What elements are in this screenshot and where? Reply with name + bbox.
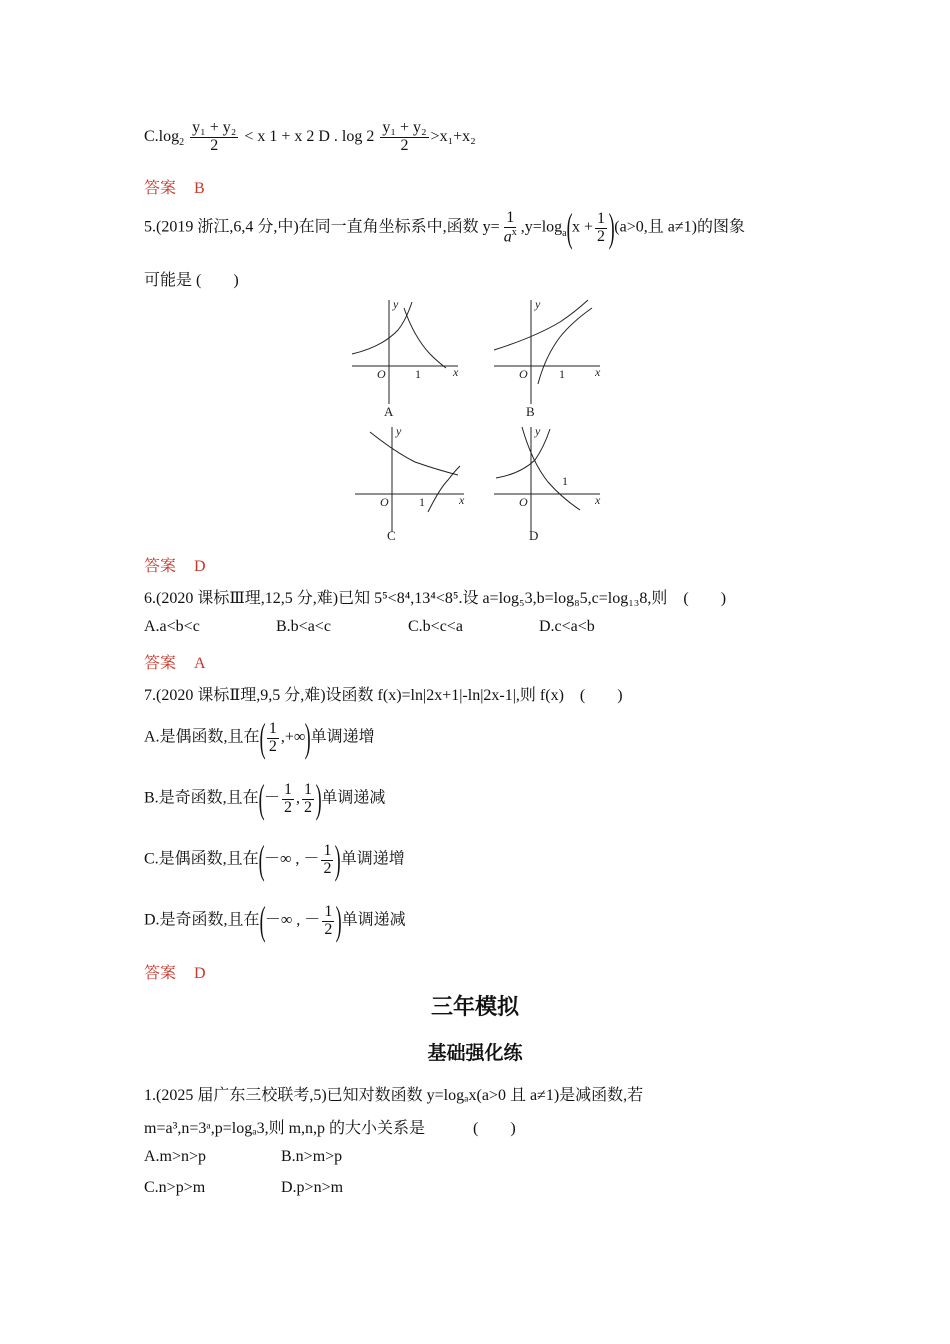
q5-frac-num: 1 <box>506 209 515 227</box>
q5-log-sub: a <box>562 227 567 239</box>
frac-num: 1 <box>324 902 333 920</box>
answer-value: B <box>194 180 205 197</box>
q7-opta-post: 单调递增 <box>310 728 375 746</box>
q5-text-a: 5.(2019 浙江,6,4 分,中)在同一直角坐标系中,函数 y= <box>144 218 500 236</box>
graph-b-x-label: x <box>595 365 601 379</box>
half-fraction <box>282 782 294 817</box>
section-title: 三年模拟 <box>430 995 519 1020</box>
graph-c-x-label: x <box>459 493 465 507</box>
graph-b-origin: O <box>519 367 528 381</box>
q5-frac <box>502 210 519 246</box>
answer-label: 答案 <box>144 558 177 575</box>
q7-option-c <box>144 837 405 882</box>
graph-c-y-label: y <box>396 424 402 438</box>
neg-infinity: －∞ , － <box>264 911 321 929</box>
frac-num: 1 <box>268 719 277 737</box>
graph-a-label: A <box>384 404 394 419</box>
q5-frac-den-sup: x <box>511 226 517 238</box>
q5-frac-den-base: a <box>503 228 512 246</box>
frac-den: 2 <box>284 798 293 816</box>
half-fraction <box>322 904 334 939</box>
q5-graphs <box>0 292 950 552</box>
answer-label: 答案 <box>144 655 177 672</box>
q7-optd-pre: D.是奇函数,且在 <box>144 911 260 929</box>
q6-stem: 6.(2020 课标Ⅲ理,12,5 分,难)已知 5⁵<8⁴,13⁴<8⁵.设 a=log₅3,b=log₈5,c=log₁₃8,则 ( ) <box>144 590 727 607</box>
q7-option-d <box>144 898 406 943</box>
q7-optd-post: 单调递减 <box>341 911 406 929</box>
q7-stem: 7.(2020 课标Ⅱ理,9,5 分,难)设函数 f(x)=ln|2x+1|-ln|2x-1|,则 f(x) ( ) <box>144 687 623 704</box>
graph-a-exp-curve <box>352 302 412 354</box>
graph-a-log-curve <box>404 308 446 368</box>
answer-label: 答案 <box>144 965 177 982</box>
section-subtitle: 基础强化练 <box>427 1042 523 1064</box>
graph-d-y-label: y <box>535 424 541 438</box>
q4-frac-den: 2 <box>210 136 219 154</box>
half-fraction-2 <box>302 782 314 817</box>
graph-a-origin: O <box>377 367 386 381</box>
q4-optc-end: >x₁+x₂ <box>430 127 476 145</box>
q8-stem-line1: 1.(2025 届广东三校联考,5)已知对数函数 y=logₐx(a>0 且 a≠1)是减函数,若 <box>144 1087 644 1104</box>
q6-option-a: A.a<b<c <box>144 618 200 635</box>
graph-a <box>352 300 458 404</box>
half-fraction <box>321 843 333 878</box>
q6-answer <box>144 650 206 673</box>
q4-fraction <box>190 120 238 155</box>
q4-option-c-line <box>144 120 476 155</box>
q4-fraction-2 <box>380 120 428 155</box>
graph-a-y-label: y <box>393 297 399 311</box>
q7-opta-interval-end: ,+∞ <box>280 728 306 746</box>
right-paren: ) <box>335 837 342 882</box>
right-paren: ) <box>304 715 311 760</box>
q7-optb-post: 单调递减 <box>321 789 386 807</box>
right-paren: ) <box>335 898 342 943</box>
q5-text-b: ,y=log <box>520 218 563 236</box>
q4-frac-den-2: 2 <box>400 136 409 154</box>
q4-frac-num: y₁ + y₂ <box>192 119 237 136</box>
q5-frac-den <box>502 228 519 246</box>
graph-b-log-curve <box>538 308 592 384</box>
graph-d-tick-one: 1 <box>562 474 568 488</box>
graph-b-exp-curve <box>494 300 588 350</box>
left-paren: ( <box>258 776 265 821</box>
q5-text-c: (a>0,且 a≠1)的图象 <box>614 218 745 236</box>
frac-den: 2 <box>268 737 277 755</box>
graph-b-tick-one: 1 <box>559 367 565 381</box>
q5-inner-frac <box>595 211 607 246</box>
graph-b <box>494 300 600 404</box>
frac-den: 2 <box>324 920 333 938</box>
q5-answer <box>144 553 206 576</box>
q4-optc-prefix: C.log <box>144 127 180 145</box>
graph-c-tick-one: 1 <box>419 495 425 509</box>
q4-frac-num-2: y₁ + y₂ <box>382 119 427 136</box>
graph-c-exp-curve <box>370 432 458 475</box>
frac-num: 1 <box>323 841 332 859</box>
q6-option-d: D.c<a<b <box>539 618 595 635</box>
answer-label: 答案 <box>144 180 177 197</box>
q8-option-d: D.p>n>m <box>281 1179 344 1196</box>
frac-num: 1 <box>284 780 293 798</box>
q8-option-a: A.m>n>p <box>144 1148 207 1165</box>
graph-a-x-label: x <box>453 365 459 379</box>
q5-stem-line2: 可能是 ( ) <box>144 272 239 289</box>
graph-c-origin: O <box>380 495 389 509</box>
q7-optc-pre: C.是偶函数,且在 <box>144 850 259 868</box>
neg-infinity: －∞ , － <box>264 850 320 868</box>
q7-optc-post: 单调递增 <box>340 850 405 868</box>
q7-answer <box>144 960 206 983</box>
graph-c-log-curve <box>428 466 460 512</box>
graph-b-y-label: y <box>535 297 541 311</box>
q7-optb-pre: B.是奇函数,且在 <box>144 789 259 807</box>
graph-b-label: B <box>526 404 535 419</box>
graph-d-log-curve <box>496 429 550 478</box>
right-paren: ) <box>608 205 615 250</box>
q5-inner-den: 2 <box>596 227 605 245</box>
right-paren: ) <box>315 776 322 821</box>
q5-inner-x: x + <box>571 218 593 236</box>
graph-d-x-label: x <box>595 493 601 507</box>
graph-d-label: D <box>529 528 539 543</box>
answer-value: D <box>194 558 206 575</box>
q4-optc-mid: < x 1 + x 2 D . log 2 <box>244 127 375 145</box>
q7-option-a <box>144 715 375 760</box>
q8-option-c: C.n>p>m <box>144 1179 206 1196</box>
left-paren: ( <box>258 837 265 882</box>
frac-den: 2 <box>323 859 332 877</box>
graph-c <box>355 427 464 532</box>
graph-d <box>494 427 600 532</box>
q4-optc-sub: 2 <box>179 137 185 149</box>
q7-opta-pre: A.是偶函数,且在 <box>144 728 260 746</box>
q5-stem-line1 <box>144 205 745 250</box>
left-paren: ( <box>566 205 573 250</box>
q6-option-c: C.b<c<a <box>408 618 463 635</box>
minus-sign: － <box>264 789 281 807</box>
answer-value: D <box>194 965 206 982</box>
half-fraction <box>267 721 279 756</box>
answer-value: A <box>194 655 206 672</box>
frac-den: 2 <box>304 798 313 816</box>
q4-answer <box>144 175 205 198</box>
q5-inner-num: 1 <box>596 209 605 227</box>
left-paren: ( <box>259 898 266 943</box>
q6-option-b: B.b<a<c <box>276 618 331 635</box>
graph-d-origin: O <box>519 495 528 509</box>
graph-a-tick-one: 1 <box>415 367 421 381</box>
graph-c-label: C <box>387 528 396 543</box>
left-paren: ( <box>259 715 266 760</box>
q8-option-b: B.n>m>p <box>281 1148 343 1165</box>
q8-stem-line2: m=a³,n=3ᵃ,p=logₐ3,则 m,n,p 的大小关系是 ( ) <box>144 1120 516 1137</box>
q7-option-b <box>144 776 386 821</box>
comma: , <box>296 789 301 807</box>
frac-num: 1 <box>304 780 313 798</box>
